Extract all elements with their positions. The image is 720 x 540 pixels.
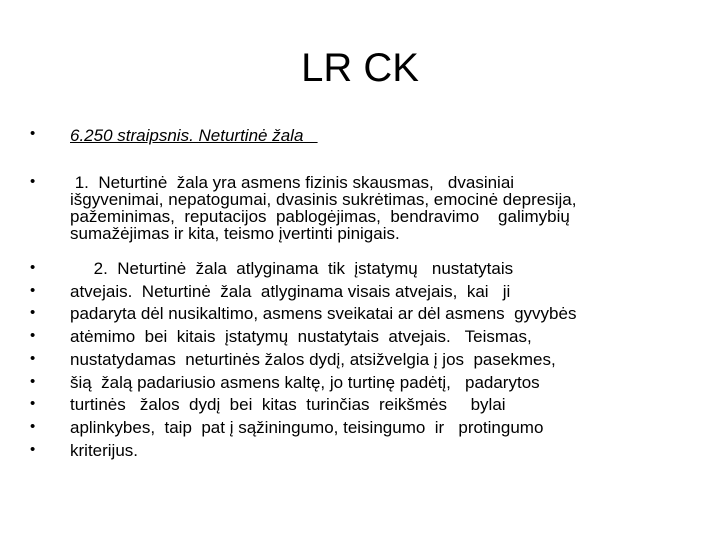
bullet-marker: • — [30, 395, 36, 413]
paragraph-line: 1. Neturtinė žala yra asmens fizinis skausmas, dvasiniai — [70, 173, 515, 192]
list-item: atvejais. Neturtinė žala atlyginama visais atvejais, kai ji — [70, 281, 511, 301]
article-heading: 6.250 straipsnis. Neturtinė žala — [70, 126, 318, 145]
paragraph-line: išgyvenimai, nepatogumai, dvasinis sukrėtimas, emocinė depresija, — [70, 190, 577, 209]
list-item: kriterijus. — [70, 440, 139, 460]
bullet-marker: • — [30, 173, 36, 190]
list-item: 2. Neturtinė žala atlyginama tik įstatymų nustatytais — [70, 259, 514, 278]
list-item: turtinės žalos dydį bei kitas turinčias reikšmės bylai — [70, 395, 506, 415]
list-item: padaryta dėl nusikaltimo, asmens sveikatai ar dėl asmens gyvybės — [70, 304, 577, 324]
bullet-marker: • — [30, 304, 36, 322]
bullet-marker: • — [30, 327, 36, 345]
list-item: nustatydamas neturtinės žalos dydį, atsižvelgia į jos pasekmes, — [70, 349, 556, 369]
paragraph-line: pažeminimas, reputacijos pablogėjimas, bendravimo galimybių — [70, 207, 570, 226]
bullet-marker: • — [30, 125, 36, 142]
bullet-marker: • — [30, 372, 36, 390]
bullet-marker: • — [30, 417, 36, 435]
list-item: šią žalą padariusio asmens kaltę, jo turtinę padėtį, padarytos — [70, 372, 540, 392]
list-item: aplinkybes, taip pat į sąžiningumo, teisingumo ir protingumo — [70, 417, 544, 437]
bullet-marker: • — [30, 349, 36, 367]
list-item: atėmimo bei kitais įstatymų nustatytais atvejais. Teismas, — [70, 327, 532, 347]
slide-title: LR CK — [301, 46, 419, 90]
bullet-marker: • — [30, 440, 36, 458]
bullet-marker: • — [30, 259, 36, 276]
paragraph-line: sumažėjimas ir kita, teismo įvertinti pinigais. — [70, 224, 400, 243]
bullet-marker: • — [30, 281, 36, 299]
